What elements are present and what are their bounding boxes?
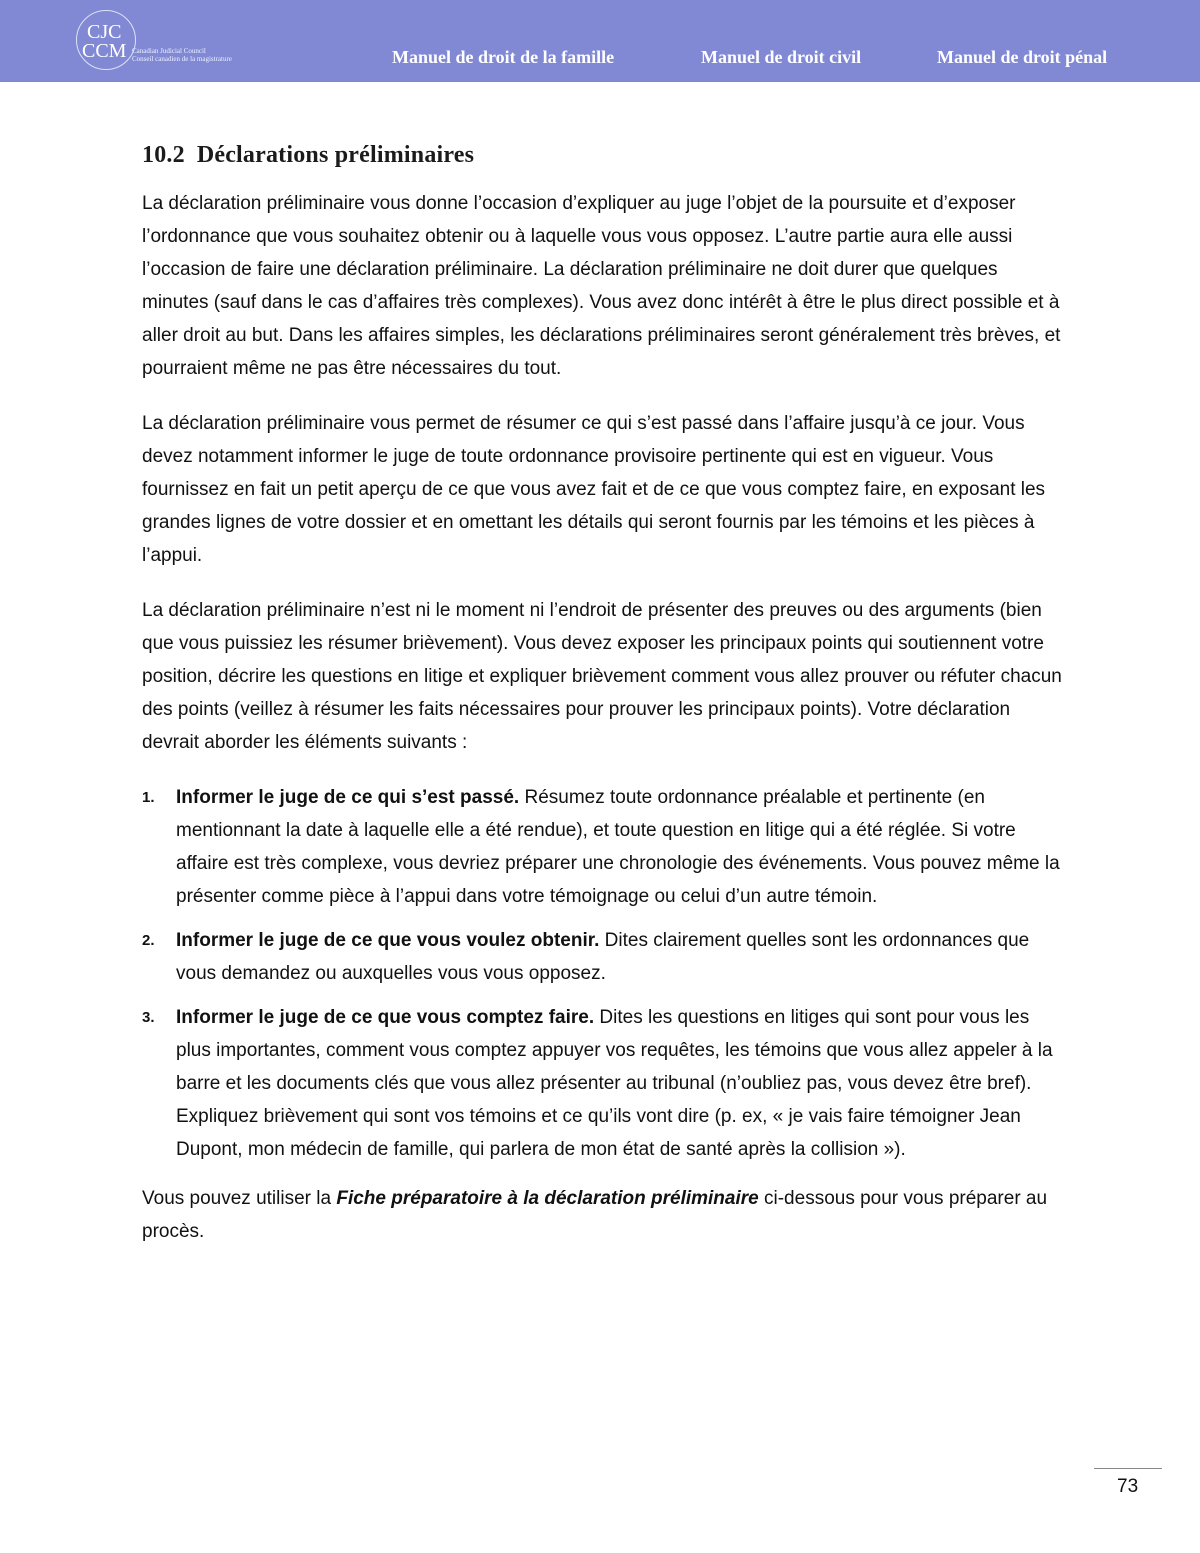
- list-marker: 3.: [142, 1009, 155, 1026]
- list-item-lead: Informer le juge de ce que vous comptez faire.: [176, 1007, 595, 1028]
- closing-before: Vous pouvez utiliser la: [142, 1188, 337, 1209]
- header-banner: [0, 0, 1200, 82]
- closing-paragraph: [142, 1182, 1062, 1248]
- list-item-text: Dites clairement quelles sont les ordonnances que vous demandez ou auxquelles vous vous opposez.: [176, 930, 1030, 984]
- logo-line-english: Canadian Judicial Council: [132, 47, 206, 55]
- paragraph-1: La déclaration préliminaire vous donne l’occasion d’expliquer au juge l’objet de la poursuite et d’exposer l’ordonnance que vous souhaitez obtenir ou à laquelle vous vous opposez. L’autre partie aura elle aussi l’occasion de faire une déclaration préliminaire. La déclaration préliminaire ne doit durer que quelques minutes (sauf dans le cas d’affaires très complexes). Vous avez donc intérêt à être le plus direct possible et à aller droit au but. Dans les affaires simples, les déclarations préliminaires seront généralement très brèves, et pourraient même ne pas être nécessaires du tout.: [142, 193, 1061, 379]
- footer-rule: [1094, 1468, 1162, 1469]
- paragraph-3: La déclaration préliminaire n’est ni le moment ni l’endroit de présenter des preuves ou des arguments (bien que vous puissiez les résumer brièvement). Vous devez exposer les principaux points qui soutiennent votre position, décrire les questions en litige et expliquer brièvement comment vous allez prouver ou réfuter chacun des points (veillez à résumer les faits nécessaires pour prouver les principaux points). Votre déclaration devrait aborder les éléments suivants :: [142, 600, 1062, 753]
- nav-link-civil[interactable]: Manuel de droit civil: [701, 47, 862, 67]
- list-item: [142, 924, 1062, 990]
- list-marker: 1.: [142, 789, 155, 806]
- page-content: [142, 142, 1062, 1270]
- worksheet-title: Fiche préparatoire à la déclaration préliminaire: [336, 1188, 759, 1209]
- section-title: Déclarations préliminaires: [196, 142, 475, 168]
- logo-line-french: Conseil canadien de la magistrature: [132, 55, 232, 63]
- list-marker: 2.: [142, 932, 155, 949]
- section-number: 10.2: [142, 142, 185, 168]
- numbered-list: [142, 781, 1062, 1166]
- nav-link-penal[interactable]: Manuel de droit pénal: [937, 47, 1108, 67]
- list-item: [142, 1001, 1062, 1166]
- nav-link-famille[interactable]: Manuel de droit de la famille: [392, 47, 615, 67]
- logo-abbr-top: CJC: [87, 21, 122, 43]
- list-item-text: Résumez toute ordonnance préalable et pertinente (en mentionnant la date à laquelle elle a été rendue), et toute question en litige qui a été réglée. Si votre affaire est très complexe, vous devriez préparer une chronologie des événements. Vous pouvez même la présenter comme pièce à l’appui dans votre témoignage ou celui d’un autre témoin.: [176, 787, 1060, 907]
- cjc-logo[interactable]: [74, 8, 264, 74]
- closing-after: ci-dessous pour vous préparer au procès.: [142, 1188, 1048, 1242]
- list-item-text: Dites les questions en litiges qui sont pour vous les plus importantes, comment vous comptez appuyer vos requêtes, les témoins que vous allez appeler à la barre et les documents clés que vous allez présenter au tribunal (n’oubliez pas, vous devez être bref). Expliquez brièvement qui sont vos témoins et ce qu’ils vont dire (p. ex, « je vais faire témoigner Jean Dupont, mon médecin de famille, qui parlera de mon état de santé après la collision »).: [176, 1007, 1053, 1160]
- section-heading: [142, 142, 1062, 169]
- list-item-lead: Informer le juge de ce qui s’est passé.: [176, 787, 520, 808]
- logo-abbr-bottom: CCM: [82, 40, 127, 62]
- paragraph-2: La déclaration préliminaire vous permet de résumer ce qui s’est passé dans l’affaire jusqu’à ce jour. Vous devez notamment informer le juge de toute ordonnance provisoire pertinente qui est en vigueur. Vous fournissez en fait un petit aperçu de ce que vous avez fait et de ce que vous comptez faire, en exposant les grandes lignes de votre dossier et en omettant les détails qui seront fournis par les témoins et les pièces à l’appui.: [142, 413, 1046, 566]
- page-number: 73: [1117, 1476, 1139, 1497]
- list-item: [142, 781, 1062, 913]
- list-item-lead: Informer le juge de ce que vous voulez obtenir.: [176, 930, 600, 951]
